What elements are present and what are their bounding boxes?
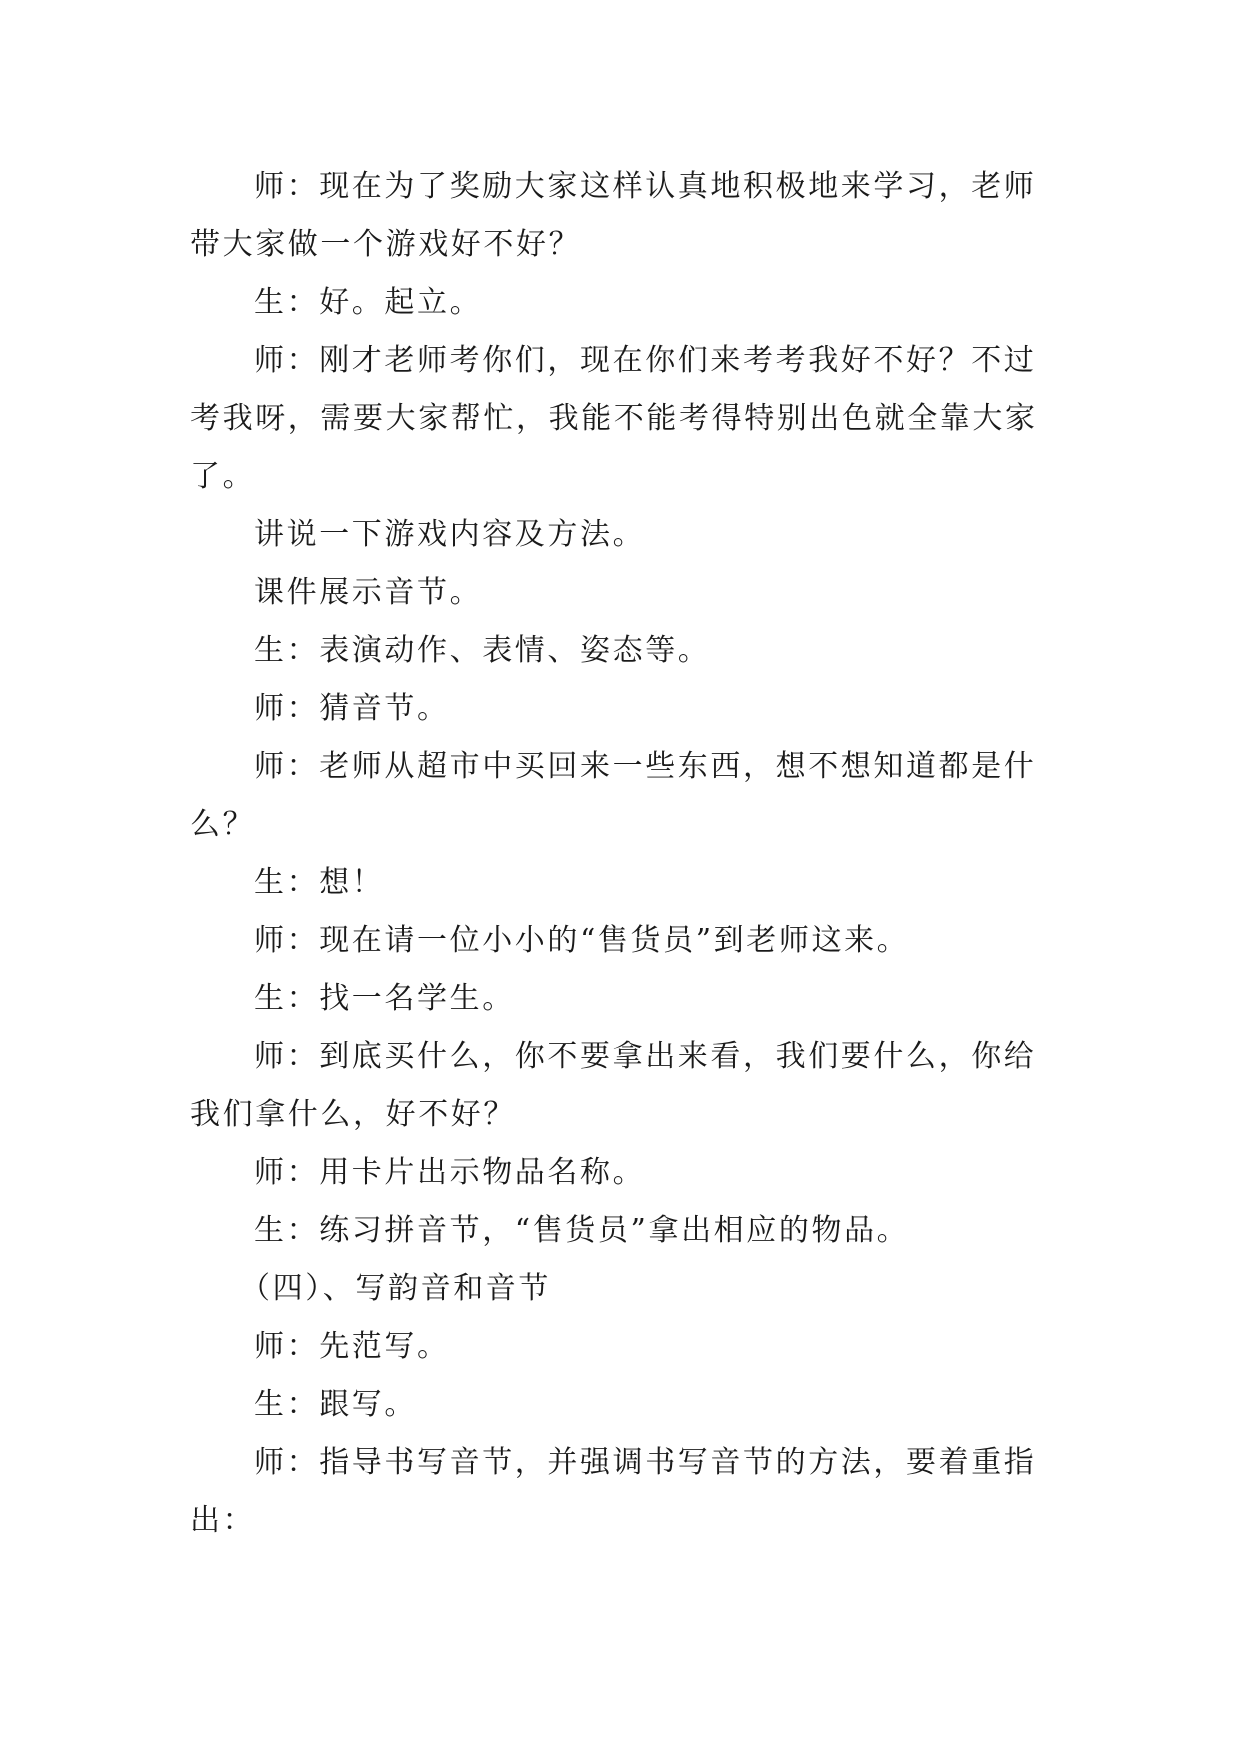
document-body bbox=[190, 158, 1050, 1550]
paragraph: 生：好。起立。 bbox=[254, 285, 483, 320]
paragraph: 师：刚才老师考你们，现在你们来考考我好不好？不过考我呀，需要大家帮忙，我能不能考得特别出色就全靠大家了。 bbox=[190, 343, 1038, 494]
paragraph: 师：到底买什么，你不要拿出来看，我们要什么，你给我们拿什么，好不好？ bbox=[190, 1039, 1037, 1132]
paragraph: 师：用卡片出示物品名称。 bbox=[254, 1155, 646, 1190]
section-heading: （四）、写韵音和音节 bbox=[240, 1271, 551, 1306]
paragraph: 生：表演动作、表情、姿态等。 bbox=[254, 633, 711, 668]
paragraph: 生：练习拼音节，“售货员”拿出相应的物品。 bbox=[254, 1213, 910, 1248]
paragraph: 师：老师从超市中买回来一些东西，想不想知道都是什么？ bbox=[190, 749, 1037, 842]
paragraph: 讲说一下游戏内容及方法。 bbox=[254, 517, 646, 552]
paragraph: 师：指导书写音节，并强调书写音节的方法，要着重指出： bbox=[190, 1445, 1037, 1538]
paragraph: 生：想！ bbox=[254, 865, 385, 900]
paragraph: 师：现在为了奖励大家这样认真地积极地来学习，老师带大家做一个游戏好不好？ bbox=[190, 169, 1037, 262]
paragraph: 课件展示音节。 bbox=[254, 575, 483, 610]
paragraph: 师：猜音节。 bbox=[254, 691, 450, 726]
paragraph: 生：跟写。 bbox=[254, 1387, 417, 1422]
paragraph: 生：找一名学生。 bbox=[254, 981, 515, 1016]
paragraph: 师：先范写。 bbox=[254, 1329, 450, 1364]
paragraph: 师：现在请一位小小的“售货员”到老师这来。 bbox=[254, 923, 910, 958]
